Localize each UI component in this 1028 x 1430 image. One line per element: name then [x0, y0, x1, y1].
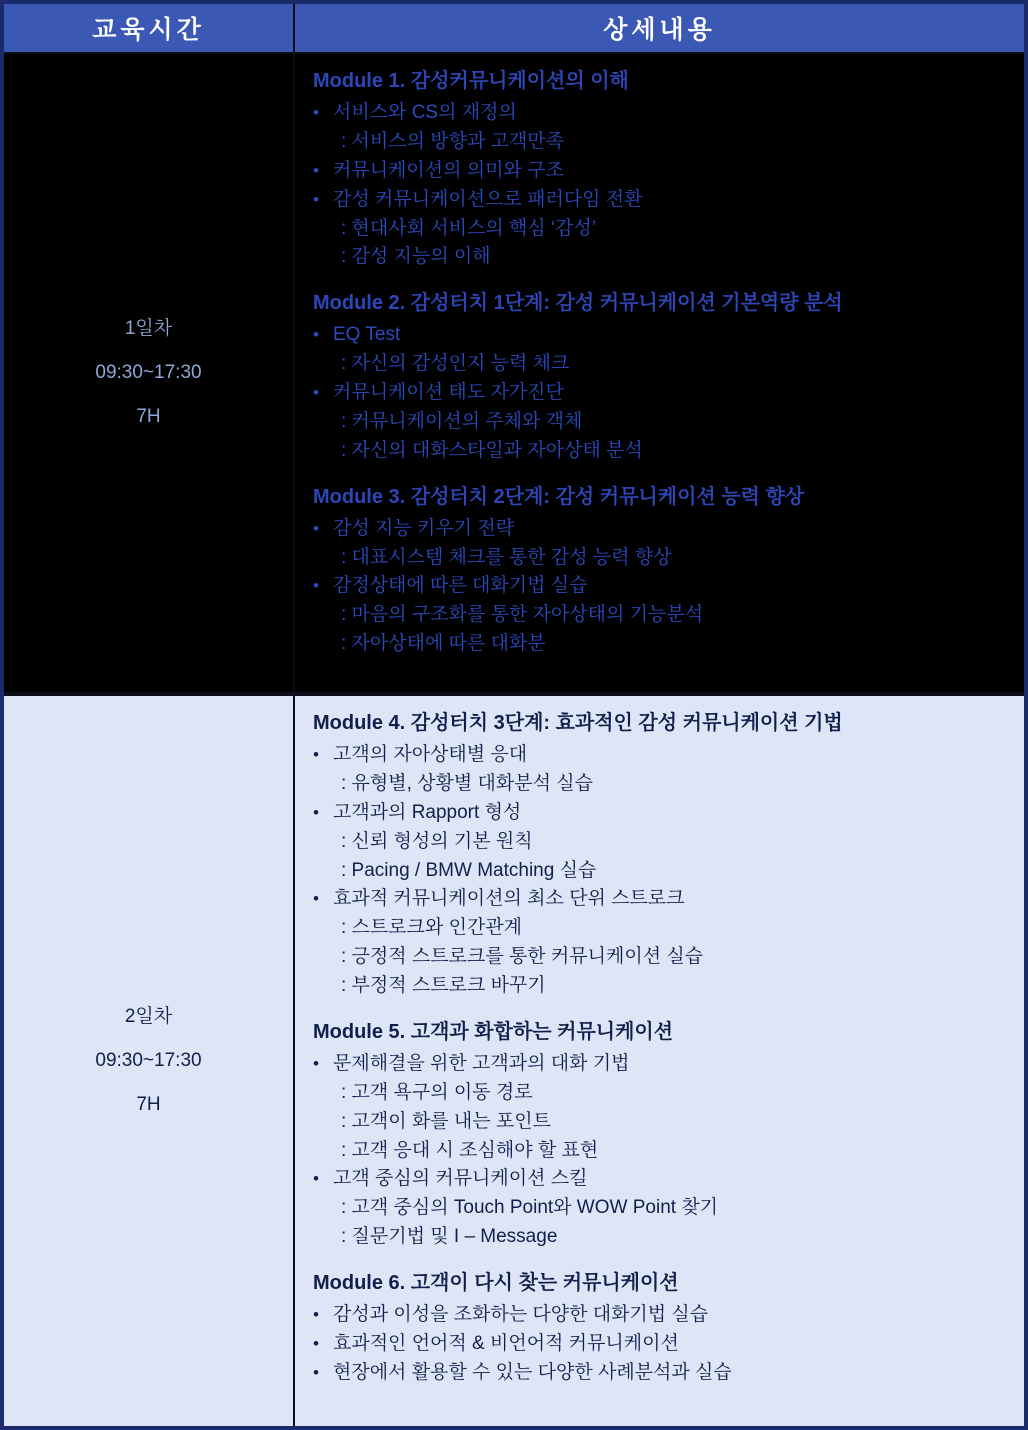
- list-subitem: : 고객 응대 시 조심해야 할 표현: [341, 1139, 599, 1161]
- list-item: [313, 157, 1014, 186]
- hours-label: 09:30~17:30: [95, 1050, 202, 1072]
- list-item: [313, 1359, 1014, 1388]
- list-subitem: : 고객 욕구의 이동 경로: [341, 1081, 533, 1103]
- list-item: [313, 379, 1014, 408]
- bullet-icon: •: [313, 745, 319, 765]
- list-subitem: : 서비스의 방향과 고객만족: [341, 130, 565, 152]
- list-subitem: : 자아상태에 따른 대화분: [341, 633, 546, 655]
- list-item: [313, 741, 1014, 770]
- list-subitem: : 질문기법 및 I – Message: [341, 1226, 558, 1248]
- time-cell-day2: [4, 696, 294, 1426]
- list-item: [313, 572, 1014, 601]
- hours-label: 09:30~17:30: [95, 362, 202, 384]
- list-item-label: 감정상태에 따른 대화기법 실습: [333, 575, 588, 597]
- bullet-icon: •: [313, 1333, 319, 1353]
- module-title: Module 4. 감성터치 3단계: 효과적인 감성 커뮤니케이션 기법: [313, 712, 843, 735]
- list-item-label: EQ Test: [333, 324, 401, 346]
- duration-label: 7H: [136, 406, 161, 428]
- header-cell-time: 교육시간: [4, 4, 294, 53]
- list-item: [313, 1301, 1014, 1330]
- module-block: [295, 68, 1024, 272]
- bullet-icon: •: [313, 518, 319, 538]
- bullet-icon: •: [313, 103, 319, 122]
- list-item-label: 커뮤니케이션 태도 자가진단: [333, 382, 564, 403]
- list-item-label: 효과적인 언어적 & 비언어적 커뮤니케이션: [333, 1332, 679, 1354]
- list-item-label: 고객의 자아상태별 응대: [333, 744, 528, 766]
- day-label: 1일차: [124, 318, 173, 340]
- list-item: [313, 799, 1014, 828]
- list-item: [313, 1330, 1014, 1359]
- list-subitem: : 부정적 스트로크 바꾸기: [341, 975, 546, 997]
- list-subitem: : 대표시스템 체크를 통한 감성 능력 향상: [341, 546, 672, 568]
- bullet-icon: •: [313, 1169, 319, 1189]
- duration-label: 7H: [136, 1094, 161, 1116]
- table-body: [4, 53, 1024, 1426]
- list-item-label: 감성과 이성을 조화하는 다양한 대화기법 실습: [333, 1304, 709, 1326]
- bullet-icon: •: [313, 325, 319, 345]
- detail-cell-day2: [294, 696, 1024, 1426]
- list-item: [313, 1050, 1014, 1079]
- list-subitem: : 고객 중심의 Touch Point와 WOW Point 찾기: [341, 1197, 719, 1219]
- day-label: 2일차: [124, 1006, 173, 1028]
- list-subitem: : 긍정적 스트로크를 통한 커뮤니케이션 실습: [341, 946, 704, 968]
- list-subitem: : 유형별, 상황별 대화분석 실습: [341, 772, 593, 794]
- bullet-icon: •: [313, 383, 319, 402]
- schedule-table: [4, 4, 1024, 1426]
- module-title: Module 3. 감성터치 2단계: 감성 커뮤니케이션 능력 향상: [313, 485, 805, 508]
- list-item-label: 서비스와 CS의 재정의: [333, 102, 517, 123]
- time-cell-day1: [4, 53, 294, 692]
- list-item-label: 커뮤니케이션의 의미와 구조: [333, 159, 564, 181]
- bullet-icon: •: [313, 802, 319, 822]
- list-item-label: 감성 지능 키우기 전략: [333, 517, 515, 539]
- bullet-icon: •: [313, 1053, 319, 1073]
- bullet-icon: •: [313, 576, 319, 596]
- bullet-icon: •: [313, 889, 319, 909]
- bullet-icon: •: [313, 1362, 319, 1382]
- list-subitem: : 신뢰 형성의 기본 원칙: [341, 830, 533, 852]
- list-item-label: 현장에서 활용할 수 있는 다양한 사례분석과 실습: [333, 1361, 732, 1383]
- list-item: [313, 99, 1014, 128]
- bullet-icon: •: [313, 160, 319, 180]
- header-row: [4, 4, 1024, 53]
- module-title: Module 1. 감성커뮤니케이션의 이해: [313, 70, 629, 92]
- module-title: Module 5. 고객과 화합하는 커뮤니케이션: [313, 1020, 674, 1043]
- list-item: [313, 885, 1014, 914]
- module-block: [295, 290, 1024, 465]
- bullet-icon: •: [313, 1305, 319, 1325]
- list-item-label: 효과적 커뮤니케이션의 최소 단위 스트로크: [333, 888, 685, 910]
- list-subitem: : 마음의 구조화를 통한 자아상태의 기능분석: [341, 604, 704, 626]
- module-block: [295, 1270, 1024, 1388]
- bullet-icon: •: [313, 189, 319, 209]
- list-item-label: 고객과의 Rapport 형성: [333, 801, 522, 823]
- list-item-label: 고객 중심의 커뮤니케이션 스킬: [333, 1168, 588, 1190]
- header-cell-detail: 상세내용: [294, 4, 1024, 53]
- table-header: [4, 4, 1024, 53]
- list-item: [313, 515, 1014, 544]
- module-block: [295, 1019, 1024, 1252]
- module-block: [295, 710, 1024, 1001]
- module-title: Module 2. 감성터치 1단계: 감성 커뮤니케이션 기본역량 분석: [313, 292, 843, 315]
- list-subitem: : 감성 지능의 이해: [341, 246, 491, 268]
- detail-cell-day1: [294, 53, 1024, 692]
- list-subitem: : 스트로크와 인간관계: [341, 917, 523, 939]
- list-item-label: 문제해결을 위한 고객과의 대화 기법: [333, 1052, 630, 1074]
- module-title: Module 6. 고객이 다시 찾는 커뮤니케이션: [313, 1272, 679, 1295]
- table-row-day2: [4, 696, 1024, 1426]
- list-subitem: : 자신의 대화스타일과 자아상태 분석: [341, 439, 643, 461]
- module-block: [295, 484, 1024, 659]
- list-item: [313, 186, 1014, 215]
- table-row-day1: [4, 53, 1024, 692]
- list-subitem: : 고객이 화를 내는 포인트: [341, 1110, 551, 1132]
- list-item: [313, 1165, 1014, 1194]
- list-subitem: : Pacing / BMW Matching 실습: [341, 859, 597, 881]
- list-item-label: 감성 커뮤니케이션으로 패러다임 전환: [333, 188, 643, 210]
- list-subitem: : 자신의 감성인지 능력 체크: [341, 353, 570, 375]
- list-item: [313, 321, 1014, 350]
- list-subitem: : 현대사회 서비스의 핵심 ‘감성’: [341, 217, 597, 239]
- list-subitem: : 커뮤니케이션의 주체와 객체: [341, 410, 583, 432]
